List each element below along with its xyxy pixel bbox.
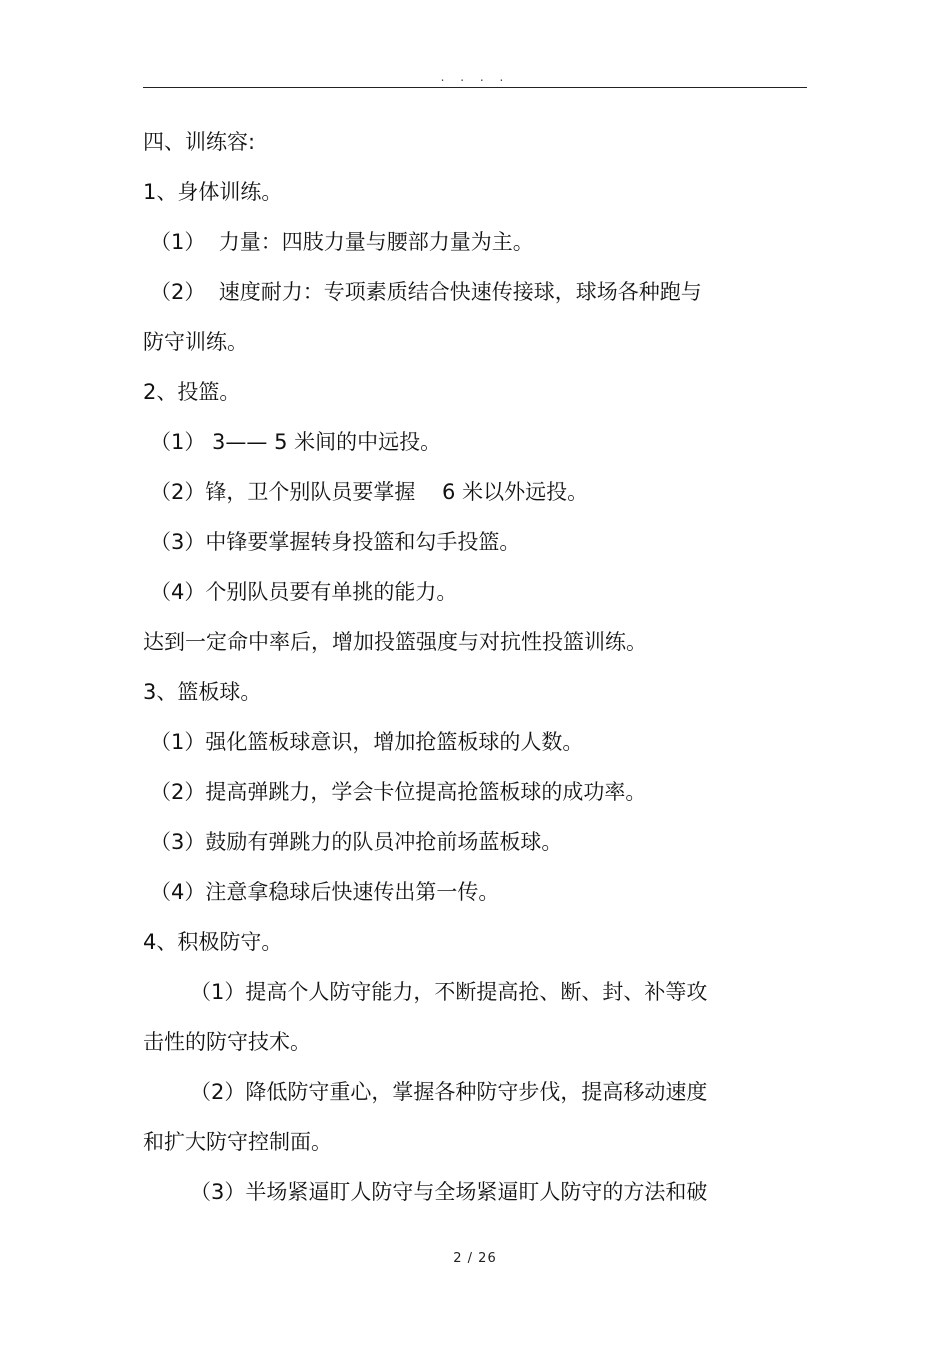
header-dots: . . . . [440,70,510,84]
list-item: （1）强化篮板球意识，增加抢篮板球的人数。 [150,730,584,754]
list-item: （3）半场紧逼盯人防守与全场紧逼盯人防守的方法和破 [190,1180,708,1204]
list-item: （2） 速度耐力：专项素质结合快速传接球，球场各种跑与 [150,280,702,304]
list-item-continuation: 和扩大防守控制面。 [143,1130,332,1154]
subsection-heading: 2、投篮。 [143,380,241,404]
list-item-continuation: 防守训练。 [143,330,248,354]
list-item: （3）鼓励有弹跳力的队员冲抢前场蓝板球。 [150,830,563,854]
subsection-heading: 4、积极防守。 [143,930,283,954]
paragraph: 达到一定命中率后，增加投篮强度与对抗性投篮训练。 [143,630,647,654]
subsection-heading: 1、身体训练。 [143,180,283,204]
list-item: （1） 力量：四肢力量与腰部力量为主。 [150,230,534,254]
page-number: 2 / 26 [453,1251,497,1266]
subsection-heading: 3、篮板球。 [143,680,262,704]
list-item: （2）降低防守重心，掌握各种防守步伐，提高移动速度 [190,1080,708,1104]
list-item: （1） 3—— 5 米间的中远投。 [150,430,442,454]
list-item: （2）提高弹跳力，学会卡位提高抢篮板球的成功率。 [150,780,647,804]
list-item: （4）注意拿稳球后快速传出第一传。 [150,880,500,904]
list-item: （2）锋，卫个别队员要掌握 6 米以外远投。 [150,480,589,504]
list-item-continuation: 击性的防守技术。 [143,1030,311,1054]
section-heading: 四、训练容: [143,130,256,154]
list-item: （1）提高个人防守能力，不断提高抢、断、封、补等攻 [190,980,708,1004]
list-item: （4）个别队员要有单挑的能力。 [150,580,458,604]
header-rule [143,87,807,88]
list-item: （3）中锋要掌握转身投篮和勾手投篮。 [150,530,521,554]
